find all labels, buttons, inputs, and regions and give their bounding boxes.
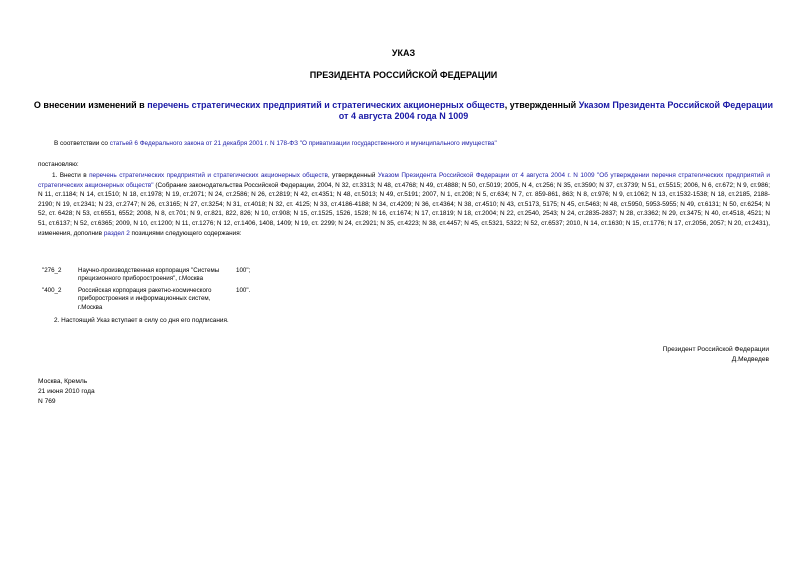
item-1-paragraph (38, 171, 770, 238)
item1-end: позициями следующего содержания: (129, 229, 242, 237)
item1-prefix: 1. Внести в (52, 172, 90, 179)
entry-name: Российская корпорация ракетно-космического приборостроения и информационных систем, г.Москва (78, 287, 212, 311)
entry-name: Научно-производственная корпорация "Системы прецизионного приборостроения", г.Москва (78, 267, 220, 283)
decree-word: постановляю: (38, 161, 79, 168)
item-2-paragraph: 2. Настоящий Указ вступает в силу со дня его подписания. (54, 317, 229, 324)
item1-section-link[interactable]: раздел 2 (103, 229, 130, 237)
entry-code: "276_2 (42, 267, 62, 274)
document-title: УКАЗ (391, 48, 416, 58)
item1-body: (Собрание законодательства Российской Федерации, 2004, N 32, ст.3313; N 48, ст.4768; N 49, ст.4888; N 50, ст.5019; 2005, N 4, ст.256; N 35, ст.3590; N 37, ст.3739; N 51, ст.5515; 2006, N 6, ст.672; N 9, ст.986; N 11, ст.1184; N 14, ст.1510; N 18, ст.1978; N 19, ст.2071; N 24, ст.2586; N 26, ст.2819; N 42, ст.4351; N 48, ст.5013; N 49, ст.5191; 2007, N 1, ст.208; N 5, ст.634; N 7, ст. 859-861, 863; N 8, ст.976; N 9, ст.1062; N 13, ст.1532-1538; N 18, ст.2185, 2188-2190; N 19, ст.2341; N 23, ст.2747; N 26, ст.3165; N 27, ст.3254; N 31, ст.4018; N 32, ст. 4125; N 33, ст.4186-4188; N 34, ст.4209; N 36, ст.4364; N 38, ст.4510; N 43, ст.5173, 5175; N 45, ст.5463; N 48, ст.5950, 5953-5955; N 49, ст.6131; N 50, ст.6254; N 52, ст. 6428; N 53, ст.6551, 6552; 2008, N 8, ст.701; N 9, ст.821, 822, 826; N 10, ст.908; N 15, ст.1525, 1526, 1528; N 16, ст.1674; N 17, ст.1819; N 18, ст.2004; N 22, ст.2540, 2543; N 24, ст.2835-2837; N 28, ст.3362; N 29, ст.3475; N 40, ст.4518, 4521; N 51, ст.6137; N 52, ст.6365; 2009, N 10, ст.1200; N 11, ст.1276; N 12, ст.1406, 1408, 1409; N 19, ст. 2299; N 24, ст.2921; N 35, ст.4223; N 38, ст.4457; N 45, ст.5321, 5322; N 52, ст.6537; 2010, N 14, ст.1630; N 15, ст.1776; N 17, ст.2056, 2057; N 20, ст.2431), изменения, дополнив (38, 181, 770, 237)
item1-mid: , утвержденный (327, 172, 378, 179)
heading-link-list[interactable]: перечень стратегических предприятий и стратегических акционерных обществ (147, 100, 505, 110)
heading-link-decree[interactable]: Указом Президента Российской Федерации от 4 августа 2004 года N 1009 (338, 100, 774, 121)
document-heading (30, 100, 777, 122)
footer-place: Москва, Кремль (38, 378, 88, 385)
intro-paragraph (54, 139, 774, 149)
intro-prefix: В соответствии со (54, 140, 110, 147)
item1-decree-link[interactable]: Указом Президента Российской Федерации от 4 августа 2004 г. N 1009 "Об утверждении перечня стратегических предприятий и стратегических акционерных обществ" (38, 172, 770, 189)
entry-percent: 100"; (236, 267, 251, 274)
intro-law-link[interactable]: статьей 6 Федерального закона от 21 декабря 2001 г. N 178-ФЗ "О приватизации государственного и муниципального имущества" (109, 140, 497, 147)
entry-code: "400_2 (42, 287, 62, 294)
entry-percent: 100". (236, 287, 251, 294)
signature-position: Президент Российской Федерации (662, 346, 769, 353)
document-issuer: ПРЕЗИДЕНТА РОССИЙСКОЙ ФЕДЕРАЦИИ (309, 70, 498, 80)
heading-prefix: О внесении изменений в (33, 100, 148, 110)
signature-name: Д.Медведев (731, 356, 769, 363)
heading-mid: , утвержденный (504, 100, 579, 110)
footer-number: N 769 (38, 398, 56, 405)
item1-list-link[interactable]: перечень стратегических предприятий и стратегических акционерных обществ (89, 172, 328, 179)
footer-date: 21 июня 2010 года (38, 388, 95, 395)
